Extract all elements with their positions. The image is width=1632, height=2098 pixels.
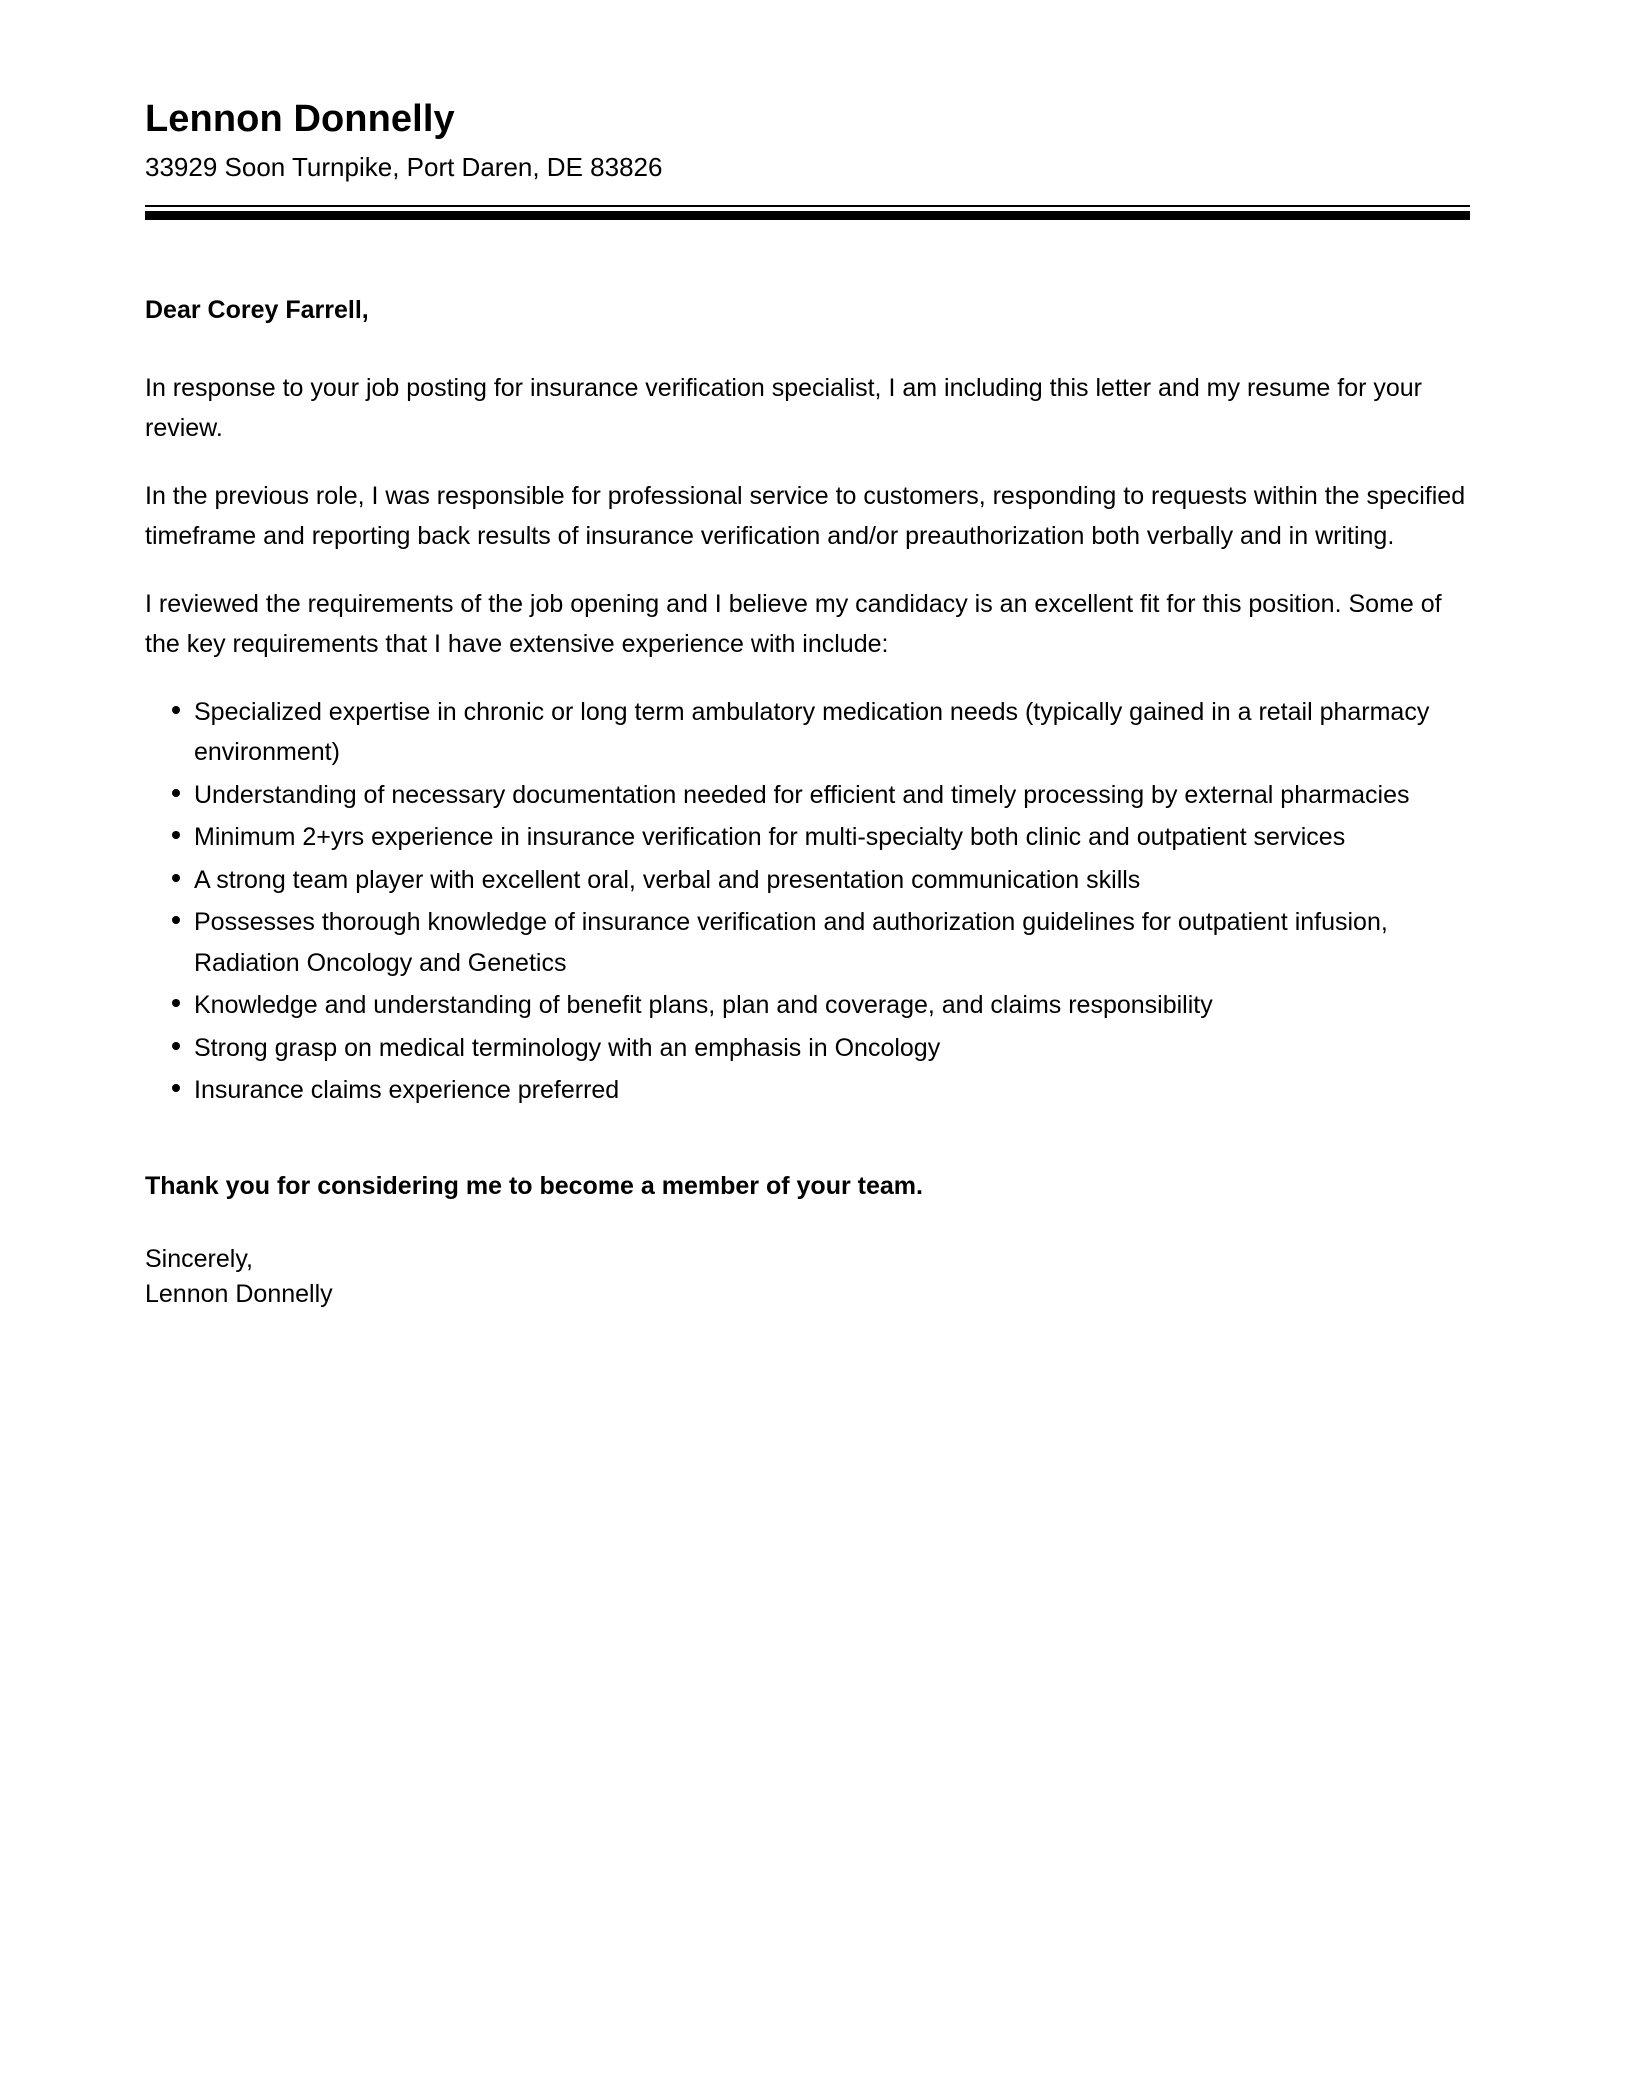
list-item	[145, 817, 1470, 858]
bullet-icon	[172, 874, 180, 882]
sign-off: Sincerely,	[145, 1244, 253, 1273]
letterhead	[145, 0, 1485, 183]
bullet-icon	[172, 1084, 180, 1092]
list-item-label: Understanding of necessary documentation needed for efficient and timely processing by external pharmacies	[194, 780, 1410, 809]
list-item-label: Knowledge and understanding of benefit plans, plan and coverage, and claims responsibility	[194, 991, 1213, 1020]
paragraph-experience: In the previous role, I was responsible for professional service to customers, responding to requests within the specified timeframe and reporting back results of insurance verification and/or preauthorization both verbally and in writing.	[145, 481, 1466, 551]
requirements-list	[145, 692, 1470, 1111]
list-item	[145, 1028, 1470, 1069]
paragraph-intro: In response to your job posting for insurance verification specialist, I am including this letter and my resume for your review.	[145, 373, 1423, 443]
list-item	[145, 902, 1470, 983]
bullet-icon	[172, 916, 180, 924]
divider-thick-bar	[145, 211, 1470, 220]
list-item	[145, 860, 1470, 901]
header-divider	[145, 205, 1470, 220]
list-item	[145, 775, 1470, 816]
salutation: Dear Corey Farrell,	[145, 296, 369, 325]
list-item-label: Specialized expertise in chronic or long term ambulatory medication needs (typically gained in a retail pharmacy environment)	[194, 697, 1430, 767]
signature-block	[145, 1242, 1470, 1313]
list-item-label: Minimum 2+yrs experience in insurance verification for multi-specialty both clinic and outpatient services	[194, 823, 1346, 852]
list-item	[145, 985, 1470, 1026]
list-item-label: Strong grasp on medical terminology with an emphasis in Oncology	[194, 1033, 941, 1062]
bullet-icon	[172, 706, 180, 714]
list-item	[145, 1070, 1470, 1111]
list-item-label: Insurance claims experience preferred	[194, 1076, 620, 1105]
page-title: Lennon Donnelly	[145, 98, 455, 140]
paragraph-requirements-intro: I reviewed the requirements of the job opening and I believe my candidacy is an excellent fit for this position. Some of the key requirements that I have extensive experience with include:	[145, 589, 1442, 659]
bullet-icon	[172, 789, 180, 797]
letter-body	[145, 294, 1470, 1313]
sender-address: 33929 Soon Turnpike, Port Daren, DE 83826	[145, 151, 663, 182]
list-item	[145, 692, 1470, 773]
signature-name: Lennon Donnelly	[145, 1280, 333, 1309]
letter-content	[145, 0, 1485, 1313]
list-item-label: Possesses thorough knowledge of insurance verification and authorization guidelines for outpatient infusion, Radiation Oncology and Genetics	[194, 908, 1388, 977]
list-item-label: A strong team player with excellent oral, verbal and presentation communication skills	[194, 865, 1141, 894]
closing-thanks: Thank you for considering me to become a member of your team.	[145, 1171, 923, 1200]
bullet-icon	[172, 999, 180, 1007]
bullet-icon	[172, 831, 180, 839]
bullet-icon	[172, 1042, 180, 1050]
